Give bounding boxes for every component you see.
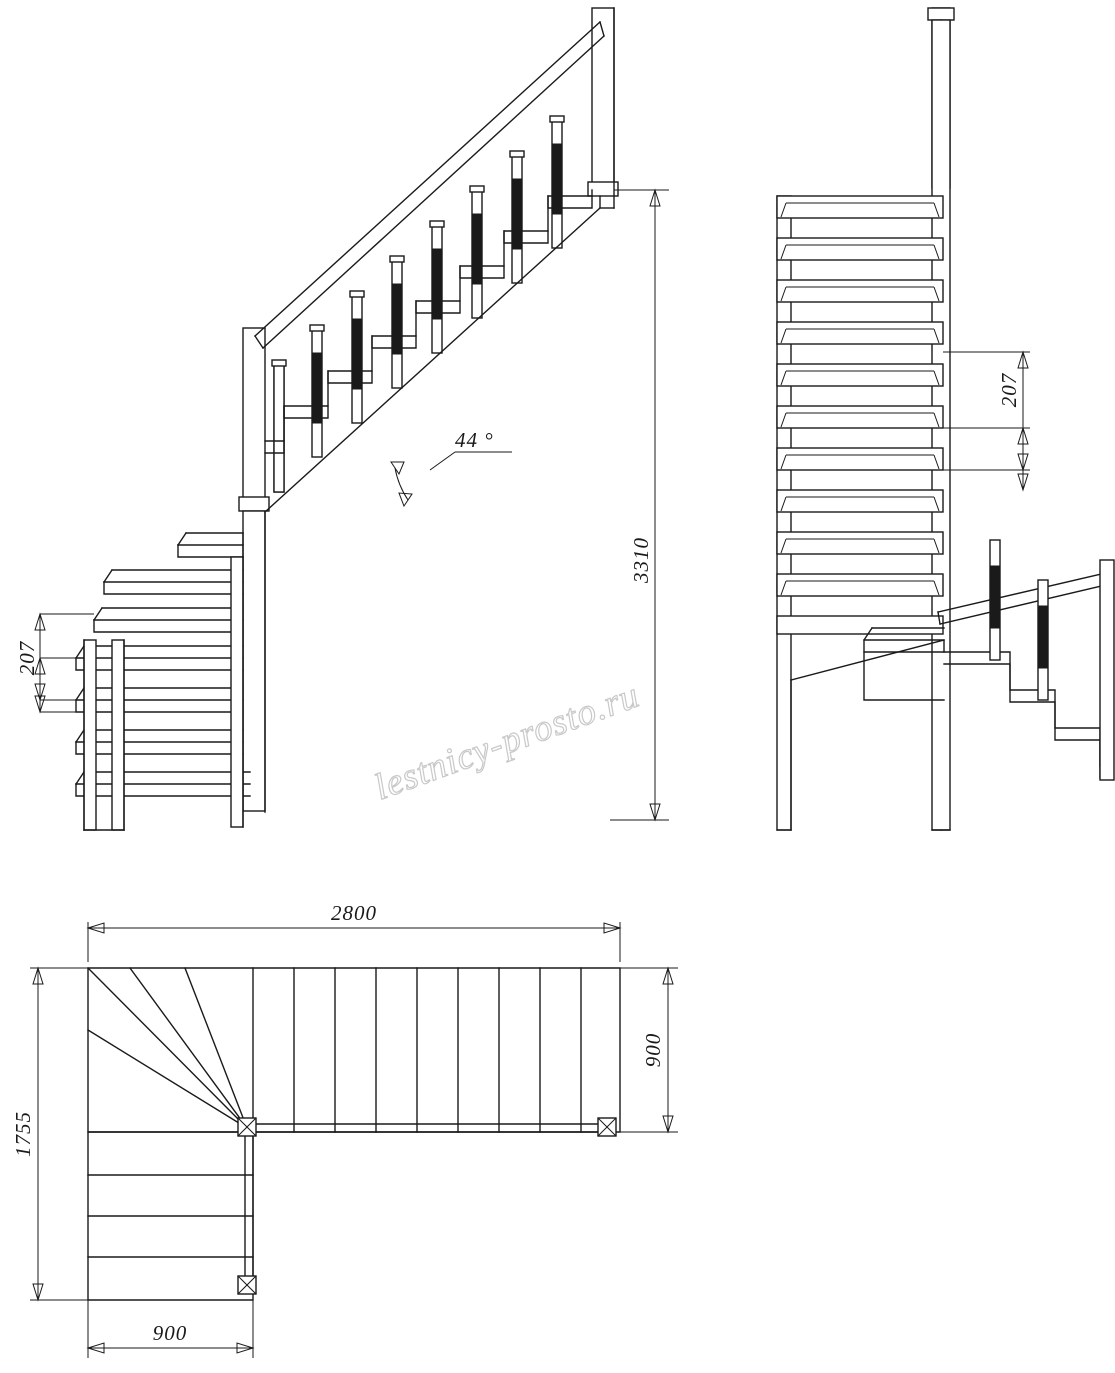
top-plan-view [11, 901, 678, 1358]
watermark-label: lestnicy-prosto.ru [369, 674, 645, 809]
riser-right-label: 207 [997, 372, 1021, 408]
balusters-upper [272, 116, 564, 492]
plan-depth-label: 1755 [11, 1111, 35, 1157]
dimension-plan-width-bottom [88, 1300, 253, 1358]
plan-length-label: 2800 [331, 901, 377, 925]
dimension-total-height [610, 190, 669, 820]
plan-width-bottom-label: 900 [152, 1321, 188, 1345]
dimension-riser-left [15, 614, 94, 712]
side-treads [777, 196, 943, 634]
dimension-plan-depth [11, 968, 88, 1300]
watermark [369, 675, 645, 809]
dimension-plan-width-right [620, 968, 678, 1132]
total-height-label: 3310 [629, 537, 653, 583]
lower-winder-flight [76, 533, 250, 830]
dimension-plan-length [88, 901, 620, 962]
side-elevation-view [777, 8, 1114, 830]
riser-left-label: 207 [15, 640, 39, 676]
angle-dimension-44 [391, 428, 512, 506]
angle-label: 44 ° [455, 428, 494, 452]
dimension-riser-right [943, 352, 1030, 490]
plan-width-right-label: 900 [641, 1032, 665, 1068]
